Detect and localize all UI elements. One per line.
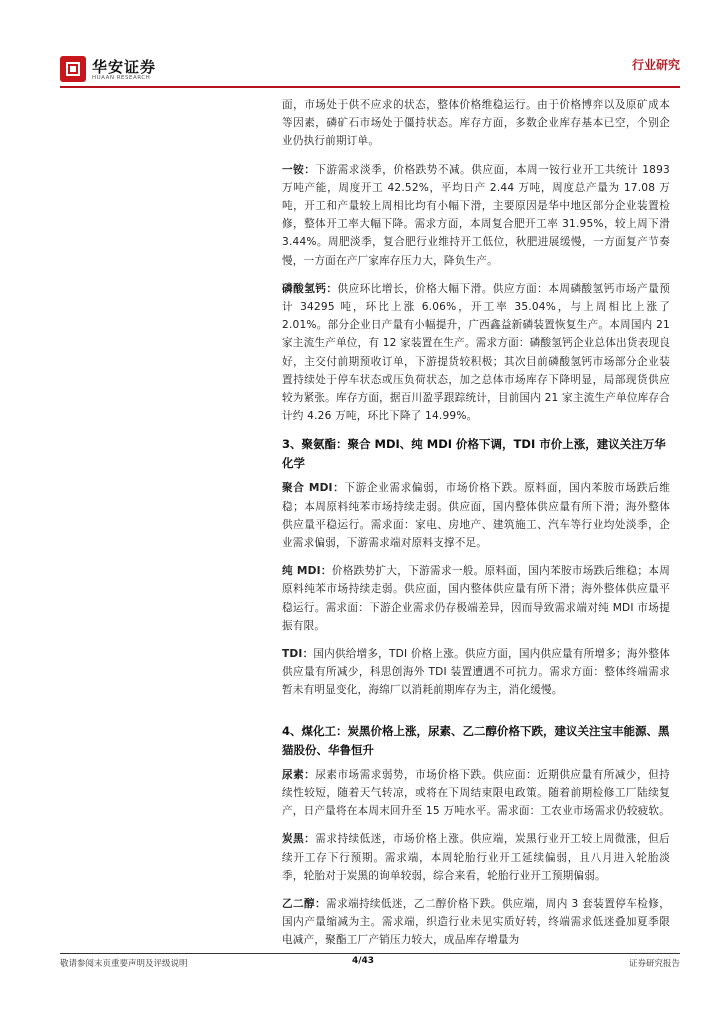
header-divider xyxy=(60,86,680,88)
paragraph-ethylene-glycol: 乙二醇：需求端持续低迷，乙二醇价格下跌。供应端，周内 3 套装置停车检修，国内产量缩减为主。需求端，织造行业未见实质好转，终端需求低迷叠加夏季限电减产，聚酯工厂产销压力较大，成品库存增量为 xyxy=(282,897,670,947)
page-number: 4/43 xyxy=(352,956,375,966)
section-label: 行业研究 xyxy=(631,58,680,72)
paragraph-map: 一铵：下游需求淡季，价格跌势不减。供应面，本周一铵行业开工共统计 1893 万吨产能，周度开工 42.52%，平均日产 2.44 万吨，周度总产量为 17.08 万吨，开工和产量较上周相比均有小幅下滑，主要原因是华中地区部分企业装置检修，整体开工率大幅下降。需求方面，本周复合肥开工率 31.95%，较上周下滑 3.44%。周肥淡季，复合肥行业维持开工低位，秋肥进展缓慢，一方面复产节奏慢，一方面在产厂家库存压力大，降负生产。 xyxy=(282,163,670,267)
paragraph-urea: 尿素：尿素市场需求弱势，市场价格下跌。供应面：近期供应量有所减少，但持续性较短，随着天气转凉，或将在下周结束限电政策。随着前期检修工厂陆续复产，日产量将在本周末回升至 15 万吨水平。需求面：工农业市场需求仍较疲软。 xyxy=(282,768,670,818)
paragraph-carbon-black: 炭黑：需求持续低迷，市场价格上涨。供应端，炭黑行业开工较上周微涨，但后续开工存下行预期。需求端，本周轮胎行业开工延续偏弱，且八月进入轮胎淡季，轮胎对于炭黑的询单较弱，综合来看，轮胎行业开工预期偏弱。 xyxy=(282,833,670,882)
section-heading-coal-chemical: 4、煤化工：炭黑价格上涨，尿素、乙二醇价格下跌，建议关注宝丰能源、黑猫股份、华鲁恒升 xyxy=(282,723,670,757)
company-logo xyxy=(60,52,220,88)
report-body xyxy=(282,96,670,960)
paragraph-phosphate-rock: 面，市场处于供不应求的状态，整体价格维稳运行。由于价格博弈以及原矿成本等因素，磷矿石市场处于僵持状态。库存方面，多数企业库存基本已空，个别企业仍执行前期订单。 xyxy=(282,99,670,148)
footer-disclaimer: 敬请参阅末页重要声明及评级说明 xyxy=(60,959,188,969)
paragraph-lead: 纯 MDI： xyxy=(282,565,332,578)
footer-report-type: 证券研究报告 xyxy=(628,959,680,969)
footer-divider xyxy=(60,953,680,954)
page-header xyxy=(60,52,680,88)
paragraph-lead: TDI： xyxy=(282,648,314,661)
paragraph-lead: 乙二醇： xyxy=(282,897,326,910)
section-heading-polyurethane: 3、聚氨酯：聚合 MDI、纯 MDI 价格下调，TDI 市价上涨，建议关注万华化学 xyxy=(282,437,666,471)
paragraph-tdi: TDI：国内供给增多，TDI 价格上涨。供应方面，国内供应量有所增多；海外整体供应量有所减少，科思创海外 TDI 装置遭遇不可抗力。需求方面：整体终端需求暂未有明显变化，海绵厂以消耗前期库存为主，消化缓慢。 xyxy=(282,648,671,697)
paragraph-lead: 聚合 MDI： xyxy=(282,482,345,495)
logo-seal-icon xyxy=(60,56,86,82)
paragraph-lead: 磷酸氢钙： xyxy=(282,282,338,295)
paragraph-pure-mdi: 纯 MDI：价格跌势扩大，下游需求一般。原料面，国内苯胺市场跌后维稳；本周原料纯苯市场持续走弱。供应面，国内整体供应量有所下滑；海外整体供应量平稳运行。需求面：下游企业需求仍存极端差异，因而导致需求端对纯 MDI 市场提振有限。 xyxy=(282,565,670,632)
paragraph-dcp: 磷酸氢钙：供应环比增长，价格大幅下滑。供应方面：本周磷酸氢钙市场产量预计 34295 吨，环比上涨 6.06%，开工率 35.04%，与上周相比上涨了 2.01%。部分企业日产量有小幅提升，广西鑫益新磷装置恢复生产。本周国内 21 家主流生产单位，有 12 家装置在生产。需求方面：磷酸氢钙企业总体出货表现良好，主交付前期预收订单，下游提货较积极；其次目前磷酸氢钙市场部分企业装置持续处于停车状态或压负荷状态，加之总体市场库存下降明显，局部现货供应较为紧张。库存方面，据百川盈孚跟踪统计，目前国内 21 家主流生产单位库存合计约 4.26 万吨，环比下降了 14.99%。 xyxy=(282,282,671,423)
paragraph-lead: 一铵： xyxy=(282,163,316,176)
logo-name-cn: 华安证券 xyxy=(92,58,157,76)
paragraph-lead: 炭黑： xyxy=(282,833,316,846)
paragraph-polymeric-mdi: 聚合 MDI：下游企业需求偏弱，市场价格下跌。原料面，国内苯胺市场跌后维稳；本周原料纯苯市场持续走弱。供应面，国内整体供应量有所下滑；海外整体供应量平稳运行。需求面：家电、房地产、建筑施工、汽车等行业均处淡季，企业需求偏弱，下游需求端对原料支撑不足。 xyxy=(282,482,670,550)
paragraph-lead: 尿素： xyxy=(282,768,316,781)
logo-name-en: HUAAN RESEARCH xyxy=(92,75,151,81)
